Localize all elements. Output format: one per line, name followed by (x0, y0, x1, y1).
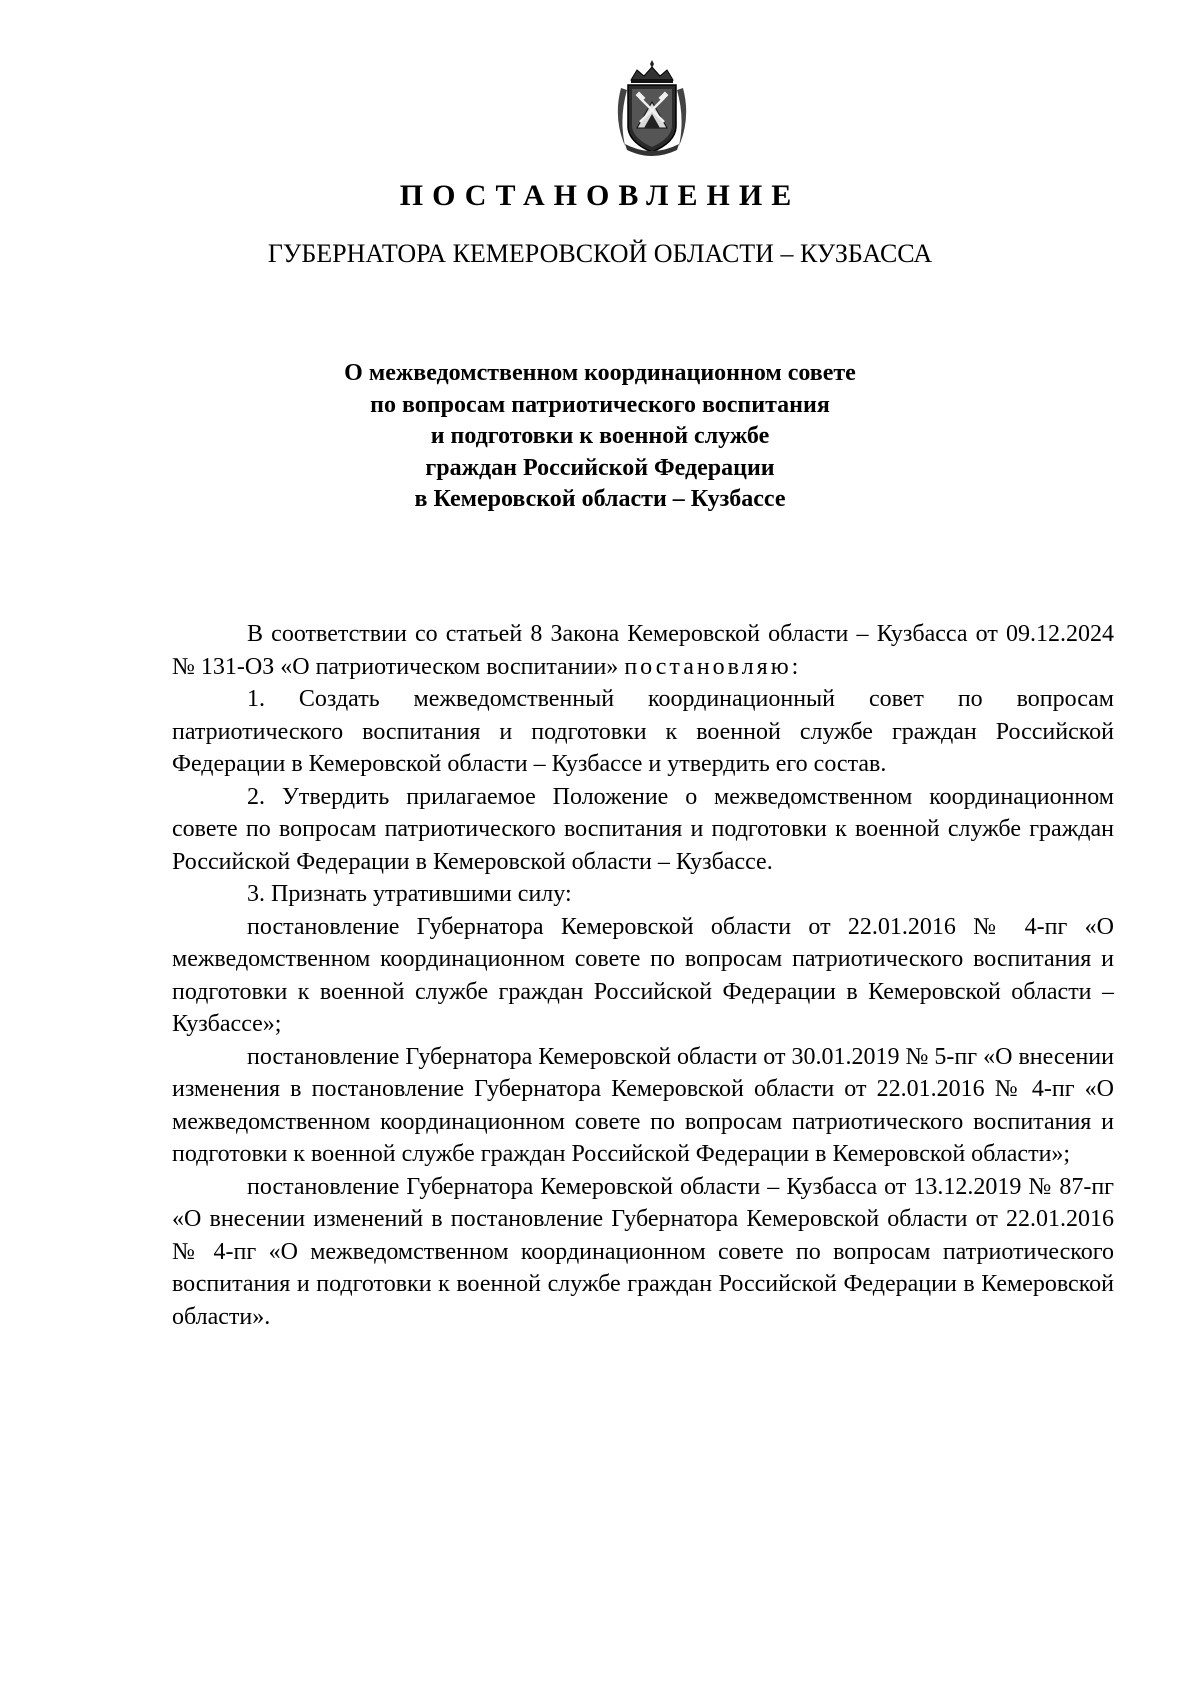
preamble-keyword: постановляю: (624, 653, 802, 680)
title-line: граждан Российской Федерации (425, 454, 775, 481)
title-line: и подготовки к военной службе (430, 423, 770, 449)
document-title (0, 358, 1200, 516)
document-type-heading: ПОСТАНОВЛЕНИЕ (399, 179, 801, 212)
title-line: по вопросам патриотического воспитания (370, 391, 830, 418)
item-paragraph: 3. Признать утратившими силу: (247, 881, 572, 907)
document-body (172, 618, 1114, 1333)
preamble-paragraph (172, 618, 1114, 683)
coat-of-arms-icon (611, 58, 693, 158)
preamble-text: В соответствии со статьей 8 Закона Кемеровской области – Кузбасса от 09.12.2024 № 131-ОЗ «О патриотическом воспитании» (172, 621, 1114, 680)
title-line: в Кемеровской области – Кузбассе (414, 486, 786, 512)
repealed-act-paragraph: постановление Губернатора Кемеровской области – Кузбасса от 13.12.2019 № 87-пг «О внесении изменений в постановление Губернатора Кемеровской области от 22.01.2016 № 4-пг «О межведомственном координационном совете по вопросам патриотического воспитания и подготовки к военной службе граждан Российской Федерации в Кемеровской области». (172, 1173, 1114, 1330)
item-paragraph: 2. Утвердить прилагаемое Положение о межведомственном координационном совете по вопросам патриотического воспитания и подготовки к военной службе граждан Российской Федерации в Кемеровской области – Кузбассе. (172, 783, 1114, 875)
item-paragraph: 1. Создать межведомственный координационный совет по вопросам патриотического воспитания и подготовки к военной службе граждан Российской Федерации в Кемеровской области – Кузбассе и утвердить его состав. (172, 686, 1114, 777)
title-line: О межведомственном координационном совете (344, 360, 856, 386)
issuer-heading: ГУБЕРНАТОРА КЕМЕРОВСКОЙ ОБЛАСТИ – КУЗБАССА (267, 239, 933, 268)
repealed-act-paragraph: постановление Губернатора Кемеровской области от 22.01.2016 № 4-пг «О межведомственном координационном совете по вопросам патриотического воспитания и подготовки к военной службе граждан Российской Федерации в Кемеровской области – Кузбассе»; (172, 913, 1114, 1037)
repealed-act-paragraph: постановление Губернатора Кемеровской области от 30.01.2019 № 5-пг «О внесении изменения в постановление Губернатора Кемеровской области от 22.01.2016 № 4-пг «О межведомственном координационном совете по вопросам патриотического воспитания и подготовки к военной службе граждан Российской Федерации в Кемеровской области»; (172, 1043, 1114, 1167)
